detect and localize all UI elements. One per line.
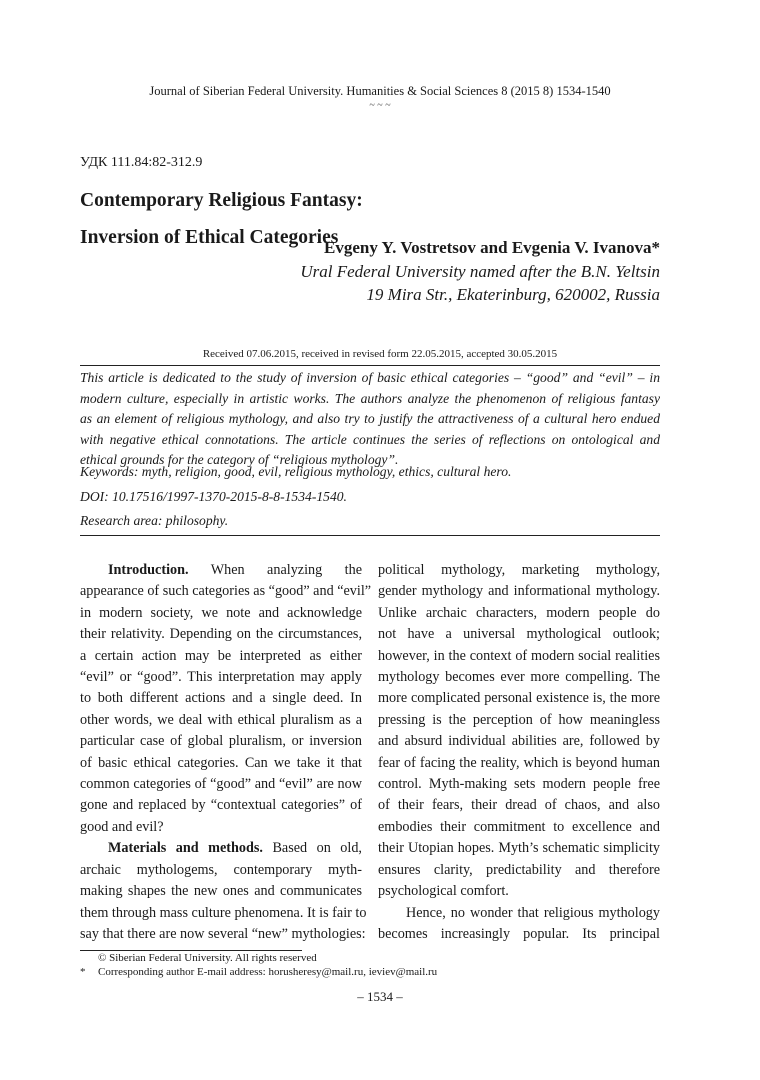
section-heading: Materials and methods. xyxy=(108,840,263,857)
journal-header: Journal of Siberian Federal University. Humanities & Social Sciences 8 (2015 8) 1534-1540 xyxy=(149,84,611,98)
body-line xyxy=(378,667,660,688)
body-line xyxy=(378,903,660,924)
footnote-star: * xyxy=(80,966,86,978)
body-text: in modern society, we note and acknowledge xyxy=(80,604,362,621)
body-text: archaic mythologems, contemporary myth- xyxy=(80,861,362,878)
body-text: a certain action may be interpreted as either xyxy=(80,647,362,664)
authors: Evgeny Y. Vostretsov and Evgenia V. Ivanova* xyxy=(324,238,660,257)
body-line xyxy=(80,603,362,624)
affiliation-line-1: Ural Federal University named after the B.N. Yeltsin xyxy=(300,262,660,281)
body-line xyxy=(378,774,660,795)
body-line xyxy=(378,710,660,731)
footnote-divider xyxy=(80,950,302,951)
body-line xyxy=(80,710,362,731)
doi: DOI: 10.17516/1997-1370-2015-8-8-1534-1540. xyxy=(80,489,347,504)
body-line xyxy=(80,624,362,645)
corresponding-author-footnote xyxy=(80,966,437,978)
abstract-line: ethical grounds for the category of “religious mythology”. xyxy=(80,452,399,468)
body-text: making shapes the new ones and communicates xyxy=(80,883,362,900)
affiliation-line-2: 19 Mira Str., Ekaterinburg, 620002, Russia xyxy=(366,285,660,304)
body-text: say that there are now several “new” mythologies: xyxy=(80,925,366,942)
body-column-right xyxy=(378,560,660,945)
body-line xyxy=(378,860,660,881)
body-line xyxy=(80,667,362,688)
body-text: Hence, no wonder that religious mythology xyxy=(406,904,660,921)
keywords: Keywords: myth, religion, good, evil, religious mythology, ethics, cultural hero. xyxy=(80,464,512,479)
body-line xyxy=(378,688,660,709)
body-text: and absurd individual abilities are, followed by xyxy=(378,733,660,750)
article-title-line-1: Contemporary Religious Fantasy: xyxy=(80,190,363,211)
body-line xyxy=(378,838,660,859)
body-line xyxy=(80,560,362,581)
body-text: Unlike archaic characters, modern people do xyxy=(378,604,660,621)
research-area: Research area: philosophy. xyxy=(80,513,229,528)
body-line xyxy=(80,646,362,667)
body-text: common categories of “good” and “evil” are now xyxy=(80,776,362,793)
body-line xyxy=(80,903,367,924)
body-text: Based on old, xyxy=(262,840,362,857)
body-text: pressing is the perception of how meaningless xyxy=(378,711,660,728)
abstract-line: with negative ethical connotations. The article continues the series of reflections on ontological and xyxy=(80,431,660,447)
body-text: them through mass culture phenomena. It is fair to xyxy=(80,904,367,921)
body-line xyxy=(378,753,660,774)
body-line xyxy=(80,795,362,816)
body-text: good and evil? xyxy=(80,818,164,835)
body-text: When analyzing the xyxy=(188,562,362,578)
body-text: more complicated personal existence is, the more xyxy=(378,690,660,707)
body-text: fear of facing the reality, which is beyond human xyxy=(378,754,660,771)
divider xyxy=(80,365,660,366)
body-line xyxy=(80,774,362,795)
body-line xyxy=(378,646,660,667)
body-line xyxy=(378,624,660,645)
divider xyxy=(80,535,660,536)
copyright-footnote: © Siberian Federal University. All rights reserved xyxy=(98,952,317,964)
body-line xyxy=(378,795,660,816)
received-dates: Received 07.06.2015, received in revised form 22.05.2015, accepted 30.05.2015 xyxy=(202,348,558,360)
body-line xyxy=(80,688,362,709)
body-text: mythology becomes ever more compelling. The xyxy=(378,669,660,686)
body-line xyxy=(378,881,660,902)
body-text: however, in the context of modern social realities xyxy=(378,647,660,664)
body-text: appearance of such categories as “good” and “evil” xyxy=(80,583,372,600)
body-line xyxy=(80,924,366,945)
body-text: psychological comfort. xyxy=(378,883,509,900)
body-line xyxy=(80,753,362,774)
body-text: their relativity. Depending on the circumstances, xyxy=(80,626,362,643)
body-line xyxy=(378,560,660,581)
abstract-line: modern culture, especially in artistic works. The authors analyze the phenomenon of religious fantasy xyxy=(80,390,660,406)
body-text: gone and replaced by “contextual categories” of xyxy=(80,797,362,814)
header-ornament: ~ ~ ~ xyxy=(369,100,391,111)
abstract-line: as an element of religious mythology, and also try to justify the attractiveness of a cultural hero endued xyxy=(80,411,660,427)
body-line xyxy=(378,817,660,838)
body-text: their Utopian hopes. Myth’s schematic simplicity xyxy=(378,840,660,857)
body-text: of their fears, their dread of chaos, and also xyxy=(378,797,660,814)
body-line xyxy=(378,924,660,945)
body-text: particular case of global pluralism, or inversion xyxy=(80,733,362,750)
body-column-left xyxy=(80,560,372,945)
body-text: “evil” or “good”. This interpretation may apply xyxy=(80,669,362,686)
abstract xyxy=(80,368,660,471)
body-text: other words, we deal with ethical pluralism as a xyxy=(80,711,362,728)
body-text: becomes increasingly popular. Its principal xyxy=(378,925,660,942)
body-line xyxy=(80,817,362,838)
body-text: ensures clarity, predictability and therefore xyxy=(378,861,660,878)
udk-code: УДК 111.84:82-312.9 xyxy=(80,155,203,170)
body-line xyxy=(378,581,660,602)
page-number: – 1534 – xyxy=(357,989,403,1004)
body-line xyxy=(80,860,362,881)
body-text: political mythology, marketing mythology, xyxy=(378,562,660,578)
body-line xyxy=(378,603,660,624)
body-line xyxy=(80,581,372,602)
body-text: control. Myth-making sets modern people free xyxy=(378,776,660,793)
body-line xyxy=(80,731,362,752)
body-text: to both different actions and a single deed. In xyxy=(80,690,362,707)
corresponding-author-text: Corresponding author E-mail address: horusheresy@mail.ru, ieviev@mail.ru xyxy=(98,966,438,978)
article-title-line-2: Inversion of Ethical Categories xyxy=(80,227,339,248)
body-text: embodies their commitment to excellence and xyxy=(378,818,660,835)
body-line xyxy=(80,881,362,902)
body-text: of basic ethical categories. Can we take it that xyxy=(80,754,362,771)
section-heading: Introduction. xyxy=(108,562,189,578)
body-line xyxy=(80,838,362,859)
abstract-line: This article is dedicated to the study of inversion of basic ethical categories – “good” and “evil” – in xyxy=(80,370,660,385)
body-text: not have a universal mythological outlook; xyxy=(378,626,660,643)
body-text: gender mythology and informational mythology. xyxy=(378,583,660,600)
body-line xyxy=(378,731,660,752)
